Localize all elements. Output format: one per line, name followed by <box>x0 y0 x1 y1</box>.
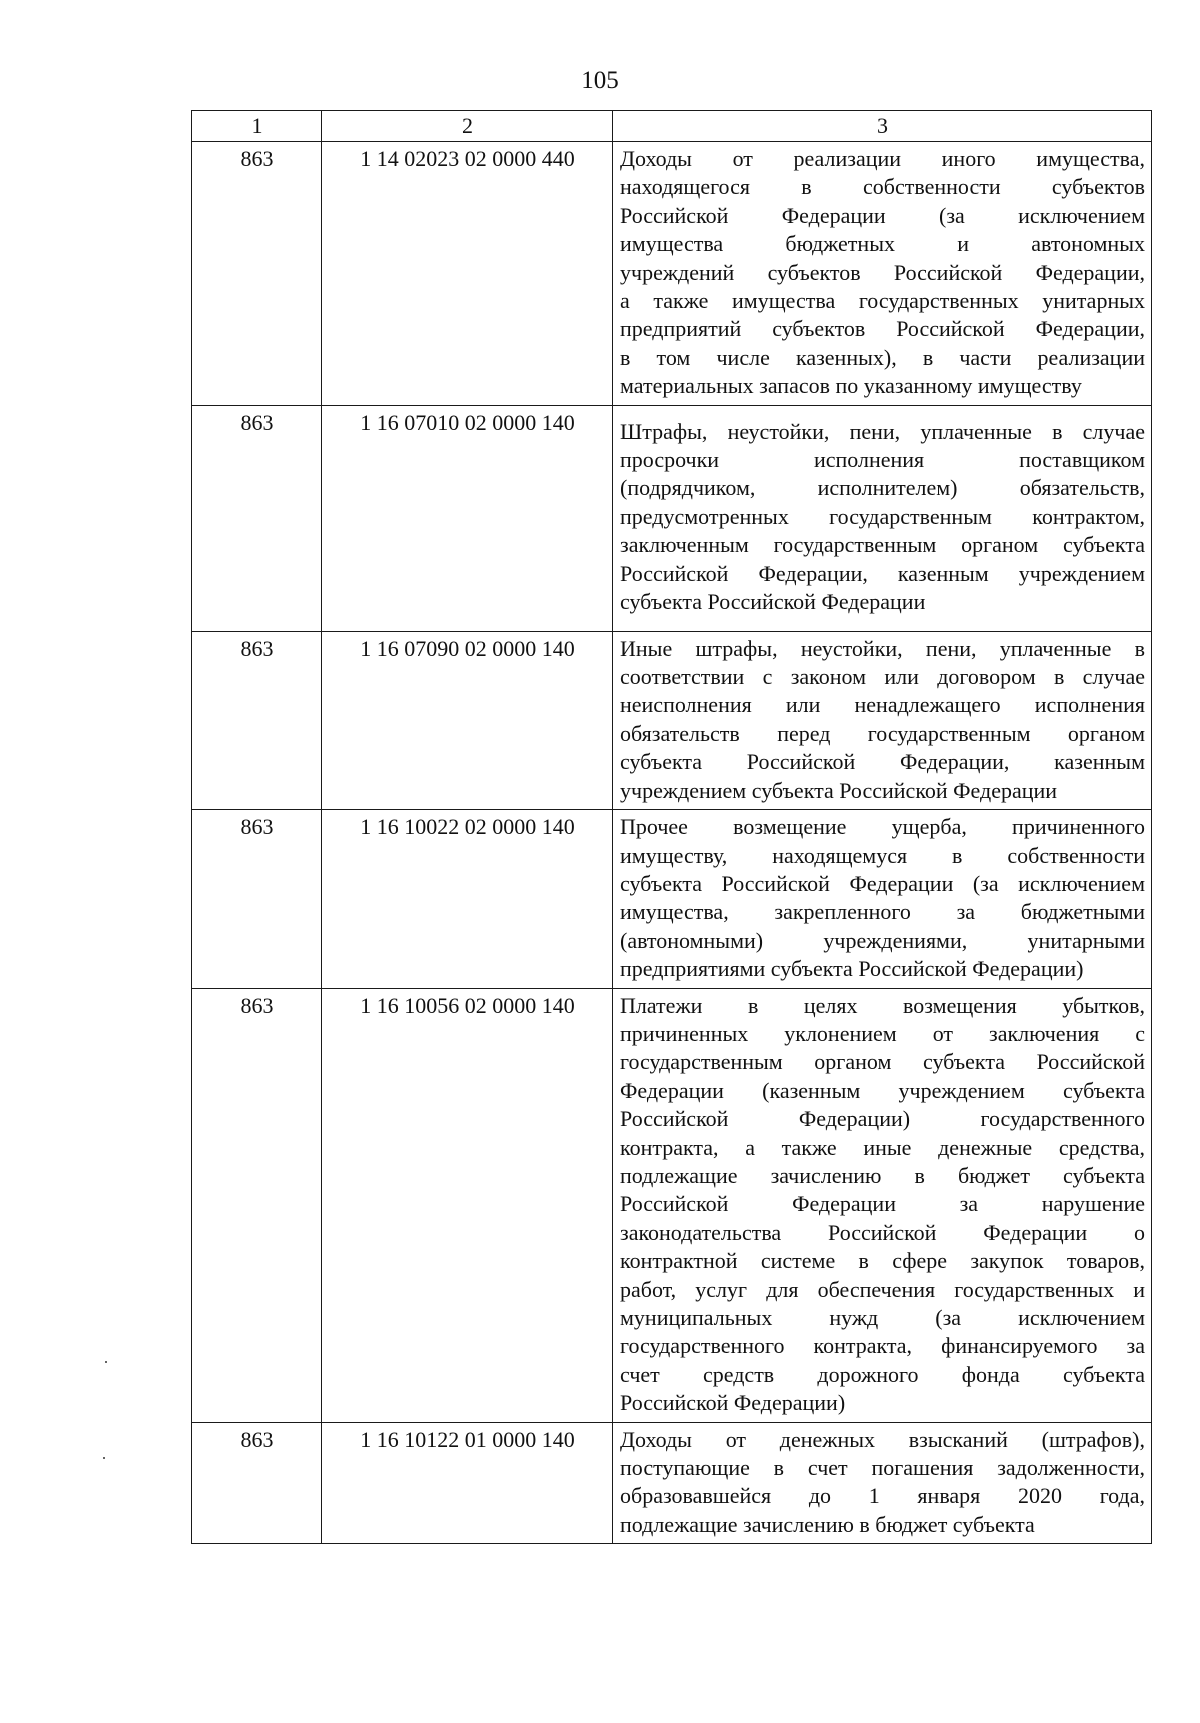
description-line: предприятиями субъекта Российской Федерации) <box>620 956 1084 982</box>
table-row <box>192 142 1152 406</box>
table-row <box>192 988 1152 1422</box>
budget-code-cell: 1 14 02023 02 0000 440 <box>322 142 613 406</box>
description-line: просрочки исполнения поставщиком <box>620 447 1145 473</box>
description-line: счет средств дорожного фонда субъекта <box>620 1361 1145 1387</box>
description-cell <box>613 810 1152 988</box>
description-cell <box>613 988 1152 1422</box>
table-header-row <box>192 111 1152 142</box>
description-line: причиненных уклонением от заключения с <box>620 1020 1145 1046</box>
description-line: подлежащие зачислению в бюджет субъекта <box>620 1162 1145 1188</box>
description-line: имущества, закрепленного за бюджетными <box>620 899 1145 925</box>
description-line: государственного контракта, финансируемого за <box>620 1333 1145 1359</box>
description-line: субъекта Российской Федерации (за исключением <box>620 870 1145 896</box>
description-line: Доходы от денежных взысканий (штрафов), <box>620 1426 1145 1452</box>
description-line: предусмотренных государственным контрактом, <box>620 503 1145 529</box>
admin-code-cell: 863 <box>192 810 322 988</box>
revenue-codes-table <box>191 110 1152 1544</box>
table-row <box>192 810 1152 988</box>
budget-code-cell: 1 16 07010 02 0000 140 <box>322 405 613 631</box>
description-line: субъекта Российской Федерации <box>620 589 926 615</box>
table-row <box>192 405 1152 631</box>
description-line: законодательства Российской Федерации о <box>620 1219 1145 1245</box>
admin-code-cell: 863 <box>192 1422 322 1544</box>
description-line: поступающие в счет погашения задолженности, <box>620 1455 1145 1481</box>
description-line: Платежи в целях возмещения убытков, <box>620 992 1145 1018</box>
description-line: работ, услуг для обеспечения государственных и <box>620 1276 1145 1302</box>
header-col-2: 2 <box>322 111 613 142</box>
description-line: соответствии с законом или договором в случае <box>620 664 1145 690</box>
admin-code-cell: 863 <box>192 988 322 1422</box>
description-line: Российской Федерации (за исключением <box>620 202 1145 228</box>
header-col-1: 1 <box>192 111 322 142</box>
description-line: имуществу, находящемуся в собственности <box>620 842 1145 868</box>
description-line: контрактной системе в сфере закупок товаров, <box>620 1248 1145 1274</box>
budget-code-cell: 1 16 07090 02 0000 140 <box>322 631 613 809</box>
description-line: предприятий субъектов Российской Федерации, <box>620 316 1145 342</box>
description-line: учреждений субъектов Российской Федерации, <box>620 259 1145 285</box>
description-line: Иные штрафы, неустойки, пени, уплаченные в <box>620 635 1145 661</box>
description-line: (автономными) учреждениями, унитарными <box>620 927 1145 953</box>
admin-code-cell: 863 <box>192 631 322 809</box>
budget-code-cell: 1 16 10056 02 0000 140 <box>322 988 613 1422</box>
description-line: подлежащие зачислению в бюджет субъекта <box>620 1511 1035 1537</box>
scan-speck <box>103 1457 105 1459</box>
header-col-3: 3 <box>613 111 1152 142</box>
page-number: 105 <box>581 67 619 94</box>
description-line: Российской Федерации, казенным учреждением <box>620 560 1145 586</box>
description-line: государственным органом субъекта Российской <box>620 1049 1145 1075</box>
description-line: Федерации (казенным учреждением субъекта <box>620 1077 1145 1103</box>
description-line: Российской Федерации) государственного <box>620 1106 1145 1132</box>
description-line: (подрядчиком, исполнителем) обязательств, <box>620 475 1145 501</box>
description-line: Прочее возмещение ущерба, причиненного <box>620 814 1145 840</box>
budget-code-cell: 1 16 10122 01 0000 140 <box>322 1422 613 1544</box>
admin-code-cell: 863 <box>192 405 322 631</box>
scan-speck <box>105 1361 107 1363</box>
description-line: имущества бюджетных и автономных <box>620 231 1145 257</box>
description-cell <box>613 142 1152 406</box>
admin-code-cell: 863 <box>192 142 322 406</box>
description-line: муниципальных нужд (за исключением <box>620 1305 1145 1330</box>
description-line: материальных запасов по указанному имуществу <box>620 373 1082 399</box>
description-line: неисполнения или ненадлежащего исполнения <box>620 692 1145 718</box>
description-line: находящегося в собственности субъектов <box>620 174 1145 200</box>
description-line: учреждением субъекта Российской Федерации <box>620 777 1058 803</box>
description-line: Доходы от реализации иного имущества, <box>620 146 1145 171</box>
description-line: образовавшейся до 1 января 2020 года, <box>620 1483 1145 1509</box>
description-line: заключенным государственным органом субъекта <box>620 532 1145 558</box>
table-row <box>192 1422 1152 1544</box>
description-line: Штрафы, неустойки, пени, уплаченные в случае <box>620 418 1145 444</box>
description-line: в том числе казенных), в части реализации <box>620 344 1145 370</box>
description-cell <box>613 405 1152 631</box>
budget-code-cell: 1 16 10022 02 0000 140 <box>322 810 613 988</box>
description-cell <box>613 1422 1152 1544</box>
description-line: контракта, а также иные денежные средства, <box>620 1134 1145 1160</box>
description-cell <box>613 631 1152 809</box>
description-line: а также имущества государственных унитарных <box>620 288 1145 314</box>
description-line: Российской Федерации) <box>620 1390 846 1416</box>
table-row <box>192 631 1152 809</box>
description-line: обязательств перед государственным органом <box>620 720 1145 746</box>
description-line: Российской Федерации за нарушение <box>620 1191 1145 1217</box>
description-line: субъекта Российской Федерации, казенным <box>620 749 1145 775</box>
